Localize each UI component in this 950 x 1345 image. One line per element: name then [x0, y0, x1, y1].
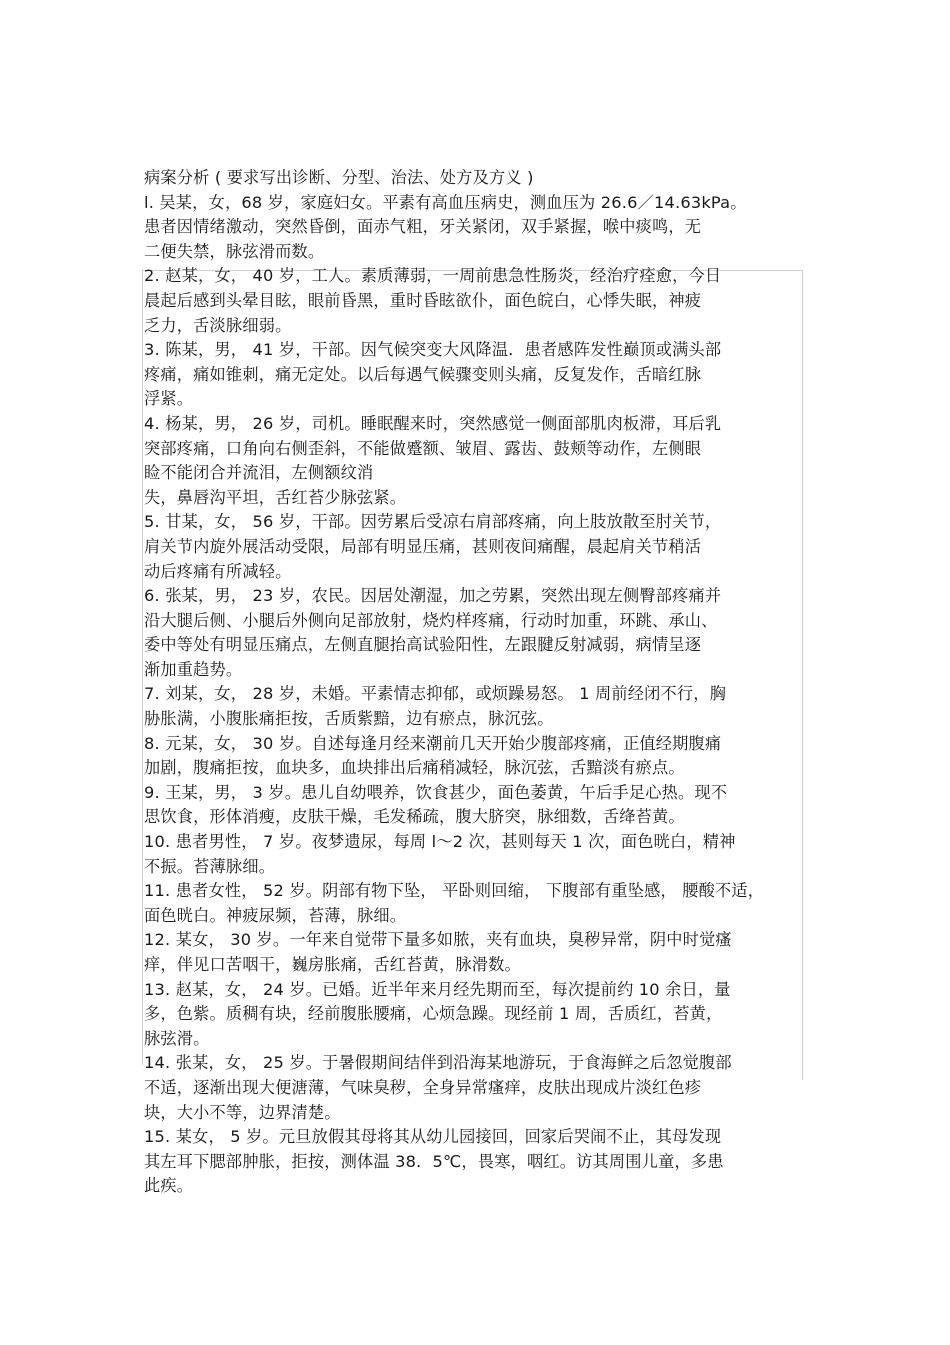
case-text-line: 5. 甘某，女， 56 岁，干部。因劳累后受凉右肩部疼痛，向上肢放散至肘关节，	[144, 512, 722, 532]
case-item	[144, 879, 814, 928]
case-text-line: 睑不能闭合并流泪，左侧额纹消	[144, 463, 374, 483]
case-list	[144, 191, 814, 1199]
case-text-line: 胁胀满，小腹胀痛拒按，舌质紫黯，边有瘀点，脉沉弦。	[144, 709, 554, 729]
case-item	[144, 412, 814, 510]
case-item	[144, 928, 814, 977]
case-text-line: 2. 赵某，女， 40 岁，工人。素质薄弱，一周前患急性肠炎，经治疗痊愈，今日	[144, 266, 722, 286]
case-text-line: 10. 患者男性， 7 岁。夜梦遗尿，每周 l～2 次，甚则每天 1 次，面色晄白，精神	[144, 832, 736, 852]
case-text-line: 脉弦滑。	[144, 1028, 210, 1048]
case-item	[144, 781, 814, 830]
case-item	[144, 830, 814, 879]
document-body	[144, 166, 814, 1199]
case-item	[144, 732, 814, 781]
case-text-line: 6. 张某，男， 23 岁，农民。因居处潮湿，加之劳累，突然出现左侧臀部疼痛并	[144, 586, 722, 606]
case-text-line: 沿大腿后侧、小腿后外侧向足部放射，烧灼样疼痛，行动时加重，环跳、承山、	[144, 610, 718, 630]
case-text-line: 二便失禁，脉弦滑而数。	[144, 241, 325, 261]
case-text-line: 7. 刘某，女， 28 岁，未婚。平素情志抑郁，或烦躁易怒。 1 周前经闭不行，胸	[144, 684, 727, 704]
case-text-line: 失，鼻唇沟平坦，舌红苔少脉弦紧。	[144, 487, 407, 507]
case-item	[144, 338, 814, 412]
case-text-line: 其左耳下腮部肿胀，拒按，测体温 38．5℃，畏寒，咽红。访其周围儿童，多患	[144, 1151, 724, 1171]
case-text-line: 14. 张某，女， 25 岁。于暑假期间结伴到沿海某地游玩，于食海鲜之后忽觉腹部	[144, 1053, 732, 1073]
document-heading: 病案分析 ( 要求写出诊断、分型、治法、处方及方义 )	[144, 168, 534, 187]
case-text-line: 浮紧。	[144, 389, 194, 409]
case-item	[144, 510, 814, 584]
case-item	[144, 264, 814, 338]
case-text-line: 动后疼痛有所减轻。	[144, 561, 292, 581]
case-text-line: 加剧，腹痛拒按，血块多，血块排出后痛稍减轻，脉沉弦，舌黯淡有瘀点。	[144, 758, 685, 778]
table-border-left	[142, 270, 143, 1065]
case-item	[144, 682, 814, 731]
case-text-line: l. 吴某，女，68 岁，家庭妇女。平素有高血压病史，测血压为 26.6／14.63kPa。	[144, 192, 747, 212]
case-text-line: 突部疼痛，口角向右侧歪斜，不能做蹙额、皱眉、露齿、鼓颊等动作，左侧眼	[144, 438, 702, 458]
case-item	[144, 978, 814, 1052]
case-text-line: 肩关节内旋外展活动受限，局部有明显压痛，甚则夜间痛醒，晨起肩关节稍活	[144, 536, 702, 556]
case-text-line: 11. 患者女性， 52 岁。阴部有物下坠， 平卧则回缩， 下腹部有重坠感， 腰酸不适，	[144, 881, 765, 901]
case-text-line: 痒，伴见口苦咽干，巍房胀痛，舌红苔黄，脉滑数。	[144, 955, 521, 974]
case-text-line: 委中等处有明显压痛点，左侧直腿抬高试验阳性，左跟腱反射减弱，病情呈逐	[144, 635, 702, 655]
case-text-line: 多，色紫。质稠有块，经前腹胀腰痛，心烦急躁。现经前 1 周，舌质红，苔黄，	[144, 1004, 723, 1024]
case-text-line: 疼痛，痛如锥刺，痛无定处。以后每遇气候骤变则头痛，反复发作，舌暗红脉	[144, 364, 702, 384]
case-text-line: 块，大小不等，边界清楚。	[144, 1102, 341, 1122]
case-text-line: 渐加重趋势。	[144, 659, 243, 679]
case-text-line: 不适，逐渐出现大便溏薄，气味臭秽，全身异常瘙痒，皮肤出现成片淡红色疹	[144, 1077, 702, 1097]
case-text-line: 9. 王某，男， 3 岁。患儿自幼喂养，饮食甚少，面色萎黄，午后手足心热。现不	[144, 782, 728, 802]
case-text-line: 3. 陈某，男， 41 岁，干部。因气候突变大风降温．患者感阵发性巅顶或满头部	[144, 340, 722, 360]
case-text-line: 面色晄白。神疲尿频，苔薄，脉细。	[144, 905, 407, 925]
case-text-line: 8. 元某，女， 30 岁。自述每逢月经来潮前几天开始少腹部疼痛，正值经期腹痛	[144, 733, 722, 753]
case-text-line: 13. 赵某，女， 24 岁。已婚。近半年来月经先期而至，每次提前约 10 余日，量	[144, 979, 731, 999]
case-item	[144, 1125, 814, 1199]
case-text-line: 思饮食，形体消瘦，皮肤干燥，毛发稀疏，腹大脐突，脉细数，舌绛苔黄。	[144, 807, 685, 827]
case-text-line: 12. 某女， 30 岁。一年来自觉带下量多如脓，夹有血块，臭秽异常，阴中时觉瘙	[144, 930, 732, 950]
case-text-line: 晨起后感到头晕目眩，眼前昏黑，重时昏眩欲仆，面色皖白，心悸失眠，神疲	[144, 290, 702, 310]
case-item	[144, 1051, 814, 1125]
case-text-line: 此疾。	[144, 1176, 194, 1196]
case-text-line: 患者因情绪激动，突然昏倒，面赤气粗，牙关紧闭，双手紧握，喉中痰鸣，无	[144, 217, 702, 237]
case-text-line: 乏力，舌淡脉细弱。	[144, 315, 292, 335]
case-item	[144, 191, 814, 265]
case-text-line: 不振。苔薄脉细。	[144, 856, 276, 876]
case-text-line: 4. 杨某，男， 26 岁，司机。睡眠醒来时，突然感觉一侧面部肌肉板滞，耳后乳	[144, 413, 722, 433]
case-text-line: 15. 某女， 5 岁。元旦放假其母将其从幼儿园接回，回家后哭闹不止，其母发现	[144, 1127, 722, 1147]
case-item	[144, 584, 814, 682]
